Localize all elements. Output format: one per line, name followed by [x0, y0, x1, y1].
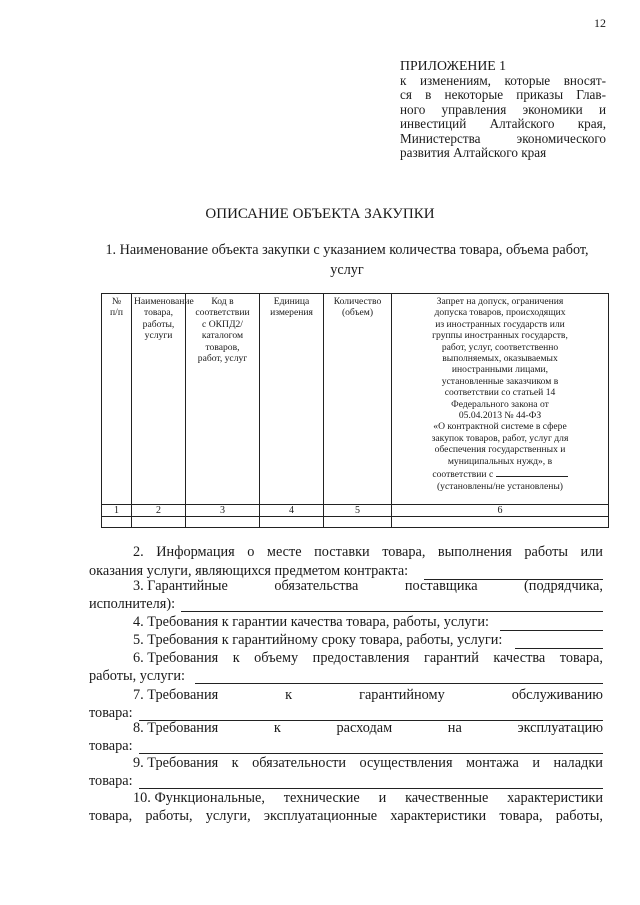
document-title: ОПИСАНИЕ ОБЪЕКТА ЗАКУПКИ: [205, 206, 435, 222]
item-8-line-1: 8. Требования к расходам на эксплуатацию: [133, 720, 603, 736]
table-cell: 6: [392, 505, 609, 517]
page-number: 12: [594, 16, 606, 30]
item-4-line: 4. Требования к гарантии качества товара, работы, услуги:: [133, 614, 489, 630]
appendix-line: развития Алтайского края: [400, 145, 547, 160]
answer-line: [195, 683, 603, 684]
answer-line: [139, 753, 603, 754]
appendix-line: ного управления экономики и: [400, 101, 606, 117]
section-1-line: услуг: [330, 262, 364, 278]
table-cell: [186, 517, 260, 528]
header-cell-number: № п/п: [102, 294, 132, 505]
table-cell: 4: [260, 505, 324, 517]
answer-line: [500, 630, 603, 631]
procurement-table: [101, 293, 609, 528]
header-cell-name: Наименование товара, работы, услуги: [132, 294, 186, 505]
item-7-line-1: 7. Требования к гарантийному обслуживанию: [133, 687, 603, 703]
section-1-heading: [84, 240, 610, 280]
item-5-line: 5. Требования к гарантийному сроку товара, работы, услуги:: [133, 632, 503, 648]
fill-in-line: [496, 467, 568, 477]
table-cell: 3: [186, 505, 260, 517]
table-cell: 2: [132, 505, 186, 517]
item-2-line-2: оказания услуги, являющихся предметом контракта:: [89, 563, 409, 579]
table-number-row: [102, 505, 609, 517]
table-header-row: [102, 294, 609, 505]
table-cell: 5: [324, 505, 392, 517]
item-3-line-1: 3. Гарантийные обязательства поставщика (подрядчика,: [133, 578, 603, 594]
header-cell-code: Код в соответствии с ОКПД2/ каталогом товаров, работ, услуг: [186, 294, 260, 505]
item-8-line-2: товара:: [89, 738, 133, 754]
item-10-line-1: 10. Функциональные, технические и качественные характеристики: [133, 790, 603, 806]
appendix-heading: ПРИЛОЖЕНИЕ 1: [400, 58, 507, 73]
item-7-line-2: товара:: [89, 705, 133, 721]
answer-line: [139, 788, 603, 789]
appendix-line: инвестиций Алтайского края,: [400, 116, 606, 131]
item-2-line-1: 2. Информация о месте поставки товара, выполнения работы или: [133, 544, 603, 560]
table-cell: [132, 517, 186, 528]
table-cell: [392, 517, 609, 528]
section-1-line: 1. Наименование объекта закупки с указанием количества товара, объема работ,: [105, 242, 589, 258]
appendix-line: Министерства экономического: [400, 130, 606, 146]
header-cell-restrictions: Запрет на допуск, ограничения допуска товаров, происходящих из иностранных государств или группы иностранных государств, работ, услуг, соответственно выполняемых, оказываемых иностранными лицами, установленные заказчиком в соответствии со статьей 14 Федерального закона от 05.04.2013 № 44-ФЗ «О контрактной системе в сфере закупок товаров, работ, услуг для обеспечения государственных и муниципальных нужд», в соответствии с (установлены/не установлены): [392, 294, 609, 505]
item-3-line-2: исполнителя):: [89, 596, 176, 612]
item-9-line-2: товара:: [89, 773, 133, 789]
table-cell: [324, 517, 392, 528]
item-6-line-1: 6. Требования к объему предоставления гарантий качества товара,: [133, 650, 603, 666]
table-cell: [260, 517, 324, 528]
appendix-block: [400, 59, 606, 161]
header-cell-unit: Единица измерения: [260, 294, 324, 505]
answer-line: [181, 611, 603, 612]
item-6-line-2: работы, услуги:: [89, 668, 185, 684]
appendix-line: ся в некоторые приказы Глав-: [400, 87, 606, 102]
header-cell-quantity: Количество (объем): [324, 294, 392, 505]
table-cell: 1: [102, 505, 132, 517]
table-empty-row: [102, 517, 609, 528]
appendix-line: к изменениям, которые вносят-: [400, 72, 606, 88]
item-9-line-1: 9. Требования к обязательности осуществления монтажа и наладки: [133, 755, 603, 771]
answer-line: [515, 648, 603, 649]
item-10-line-2: товара, работы, услуги, эксплуатационные характеристики товара, работы,: [89, 808, 603, 824]
table-cell: [102, 517, 132, 528]
